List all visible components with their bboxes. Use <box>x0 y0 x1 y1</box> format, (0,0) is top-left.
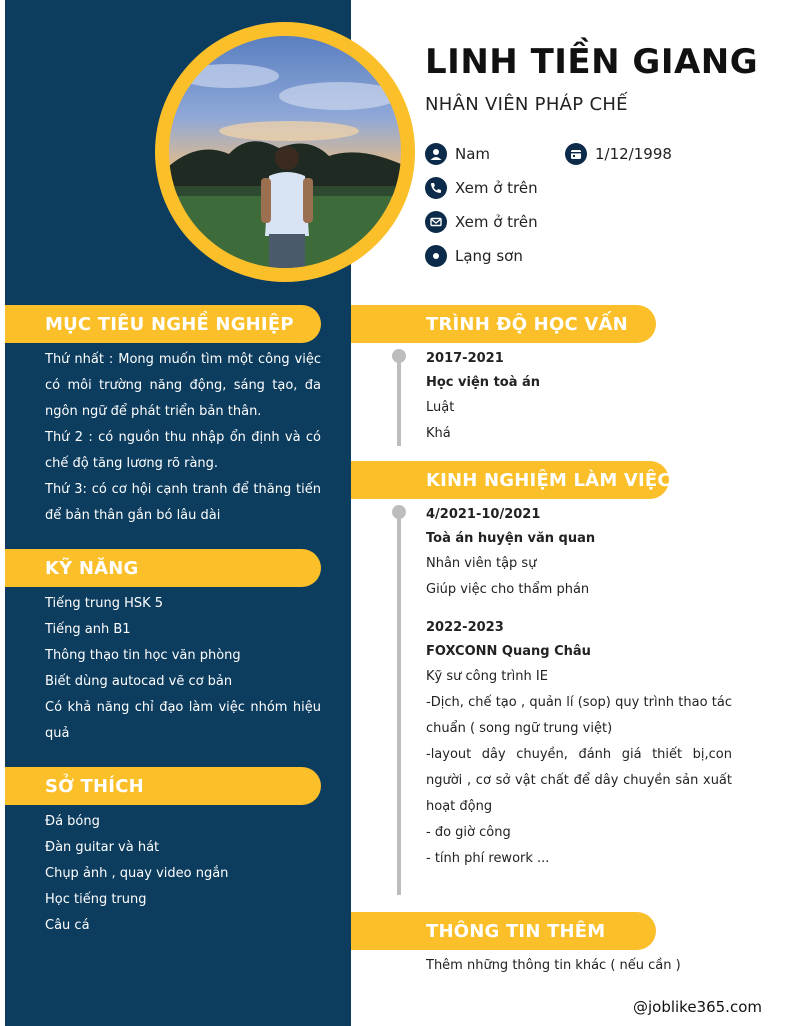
experience-entry <box>426 618 732 872</box>
objective-text <box>45 347 321 529</box>
skill-item: Có khả năng chỉ đạo làm việc nhóm hiệu quả <box>45 700 321 741</box>
mail-icon <box>425 211 447 233</box>
candidate-name: LINH TIỀN GIANG <box>425 42 759 82</box>
timeline-dot <box>392 349 406 363</box>
experience-period: 4/2021-10/2021 <box>426 507 541 522</box>
experience-line: Nhân viên tập sự <box>426 556 537 571</box>
phone-icon <box>425 177 447 199</box>
hobbies-heading: SỞ THÍCH <box>5 767 321 805</box>
education-grade: Khá <box>426 426 451 441</box>
education-heading: TRÌNH ĐỘ HỌC VẤN <box>351 305 656 343</box>
calendar-icon <box>565 143 587 165</box>
person-icon <box>425 143 447 165</box>
education-period: 2017-2021 <box>426 351 504 366</box>
objective-item: Thứ 3: có cơ hội cạnh tranh để thăng tiến để bản thân gắn bó lâu dài <box>45 482 321 523</box>
extra-info-text: Thêm những thông tin khác ( nếu cần ) <box>426 958 681 973</box>
hobby-item: Câu cá <box>45 918 90 933</box>
phone-info <box>425 177 538 199</box>
experience-entry <box>426 505 732 603</box>
birthday-value: 1/12/1998 <box>595 145 672 163</box>
objective-item: Thứ nhất : Mong muốn tìm một công việc có môi trường năng động, sáng tạo, đa ngôn ngữ để phát triển bản thân. <box>45 352 321 419</box>
skill-item: Tiếng anh B1 <box>45 622 131 637</box>
address-info <box>425 245 523 267</box>
skill-item: Biết dùng autocad vẽ cơ bản <box>45 674 233 689</box>
extra-info-heading: THÔNG TIN THÊM <box>351 912 656 950</box>
gender-info <box>425 143 490 165</box>
phone-value[interactable]: Xem ở trên <box>455 179 538 197</box>
email-value[interactable]: Xem ở trên <box>455 213 538 231</box>
objective-item: Thứ 2 : có nguồn thu nhập ổn định và có chế độ tăng lương rõ ràng. <box>45 430 321 471</box>
hobby-item: Đá bóng <box>45 814 100 829</box>
skill-item: Thông thạo tin học văn phòng <box>45 648 241 663</box>
skills-heading: KỸ NĂNG <box>5 549 321 587</box>
location-pin-icon <box>425 245 447 267</box>
job-title: NHÂN VIÊN PHÁP CHẾ <box>425 94 628 115</box>
skills-list <box>45 591 321 747</box>
skill-item: Tiếng trung HSK 5 <box>45 596 164 611</box>
hobby-item: Đàn guitar và hát <box>45 840 160 855</box>
company-name: FOXCONN Quang Châu <box>426 644 591 659</box>
experience-line: -layout dây chuyền, đánh giá thiết bị,con người , cơ sở vật chất để dây chuyền sản xuất hoạt động <box>426 747 732 814</box>
experience-line: - tính phí rework ... <box>426 851 550 866</box>
experience-line: Kỹ sư công trình IE <box>426 669 548 684</box>
education-major: Luật <box>426 400 455 415</box>
hobby-item: Chụp ảnh , quay video ngắn <box>45 866 229 881</box>
experience-heading: KINH NGHIỆM LÀM VIỆC <box>351 461 669 499</box>
avatar <box>169 36 401 268</box>
watermark: @joblike365.com <box>632 998 762 1016</box>
hobby-item: Học tiếng trung <box>45 892 147 907</box>
experience-line: -Dịch, chế tạo , quản lí (sop) quy trình thao tác chuẩn ( song ngữ trung việt) <box>426 695 732 736</box>
education-entry <box>426 349 732 447</box>
objective-heading: MỤC TIÊU NGHỀ NGHIỆP <box>5 305 321 343</box>
email-info <box>425 211 538 233</box>
birthday-info <box>565 143 672 165</box>
gender-value: Nam <box>455 145 491 163</box>
experience-line: Giúp việc cho thẩm phán <box>426 582 590 597</box>
experience-period: 2022-2023 <box>426 620 504 635</box>
experience-line: - đo giờ công <box>426 825 511 840</box>
company-name: Toà án huyện văn quan <box>426 531 596 546</box>
address-value: Lạng sơn <box>455 247 523 265</box>
timeline-dot <box>392 505 406 519</box>
school-name: Học viện toà án <box>426 375 541 390</box>
education-timeline <box>397 356 401 446</box>
experience-timeline <box>397 512 401 895</box>
hobbies-list <box>45 809 321 939</box>
